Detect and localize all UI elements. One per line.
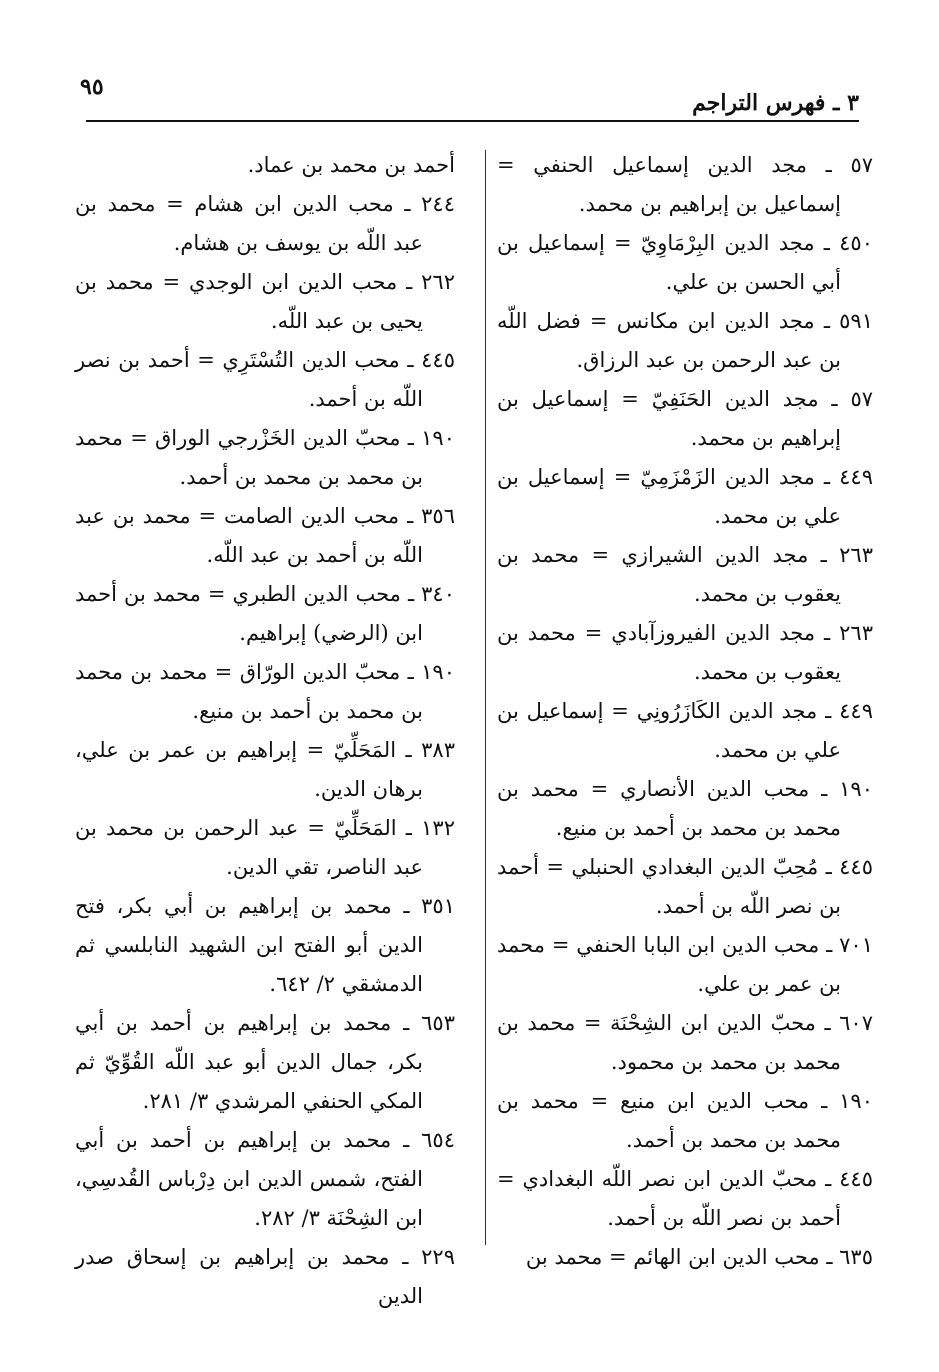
index-entry: ٢٢٩ ـ محمد بن إبراهيم بن إسحاق صدر الدين <box>75 1245 455 1308</box>
index-entry: ٦٣٥ ـ محب الدين ابن الهائم = محمد بن <box>525 1245 873 1269</box>
index-entry: ٤٤٥ ـ محب الدين التُسْتَرِي = أحمد بن نصر اللّه بن أحمد. <box>75 348 455 411</box>
index-entry: ١٩٠ ـ محبّ الدين الورّاق = محمد بن محمد بن محمد بن أحمد بن منيع. <box>75 660 455 723</box>
index-entry: ٤٤٥ ـ محبّ الدين ابن نصر اللّه البغدادي = أحمد بن نصر اللّه بن أحمد. <box>497 1167 873 1230</box>
index-entry: ١٣٢ ـ المَحَلِّيّ = عبد الرحمن بن محمد بن عبد الناصر، تقي الدين. <box>75 816 455 879</box>
index-entry: ٤٤٥ ـ مُحِبّ الدين البغدادي الحنبلي = أحمد بن نصر اللّه بن أحمد. <box>497 855 873 918</box>
index-entry: ٤٤٩ ـ مجد الدين الزَمْزَمِيّ = إسماعيل بن علي بن محمد. <box>497 465 873 528</box>
index-entry: ٣٤٠ ـ محب الدين الطبري = محمد بن أحمد ابن (الرضي) إبراهيم. <box>75 582 455 645</box>
index-entry: ١٩٠ ـ محب الدين ابن منيع = محمد بن محمد بن محمد بن أحمد. <box>497 1089 873 1152</box>
index-entry: ٢٦٢ ـ محب الدين ابن الوجدي = محمد بن يحيى بن عبد اللّه. <box>75 270 455 333</box>
index-entry: ٤٥٠ ـ مجد الدين البِرْمَاوِيّ = إسماعيل بن أبي الحسن بن علي. <box>497 231 873 294</box>
index-entry: ٥٩١ ـ مجد الدين ابن مكانس = فضل اللّه بن عبد الرحمن بن عبد الرزاق. <box>497 309 873 372</box>
index-entry: ٢٦٣ ـ مجد الدين الشيرازي = محمد بن يعقوب بن محمد. <box>497 543 873 606</box>
column-divider <box>485 150 486 1245</box>
index-entry: ١٩٠ ـ محب الدين الأنصاري = محمد بن محمد بن محمد بن أحمد بن منيع. <box>497 777 873 840</box>
index-entry: ٢٦٣ ـ مجد الدين الفيروزآبادي = محمد بن يعقوب بن محمد. <box>497 621 873 684</box>
index-entry: ٢٤٤ ـ محب الدين ابن هشام = محمد بن عبد اللّه بن يوسف بن هشام. <box>75 192 455 255</box>
index-entry: ٤٤٩ ـ مجد الدين الكَازَرُونِي = إسماعيل بن علي بن محمد. <box>497 699 873 762</box>
header-rule <box>86 120 859 122</box>
index-entry: ٦٥٤ ـ محمد بن إبراهيم بن أحمد بن أبي الفتح، شمس الدين ابن دِرْباس القُدسِي، ابن الشِحْنَة ٣/ ٢٨٢. <box>75 1128 455 1230</box>
right-column <box>497 146 873 1277</box>
index-entry: ٣٥٦ ـ محب الدين الصامت = محمد بن عبد اللّه بن أحمد بن عبد اللّه. <box>75 504 455 567</box>
index-entry: ٣٥١ ـ محمد بن إبراهيم بن أبي بكر، فتح الدين أبو الفتح ابن الشهيد النابلسي ثم الدمشقي ٢/ ٦٤٢. <box>75 894 455 996</box>
index-entry: ١٩٠ ـ محبّ الدين الخَزْرجي الوراق = محمد بن محمد بن محمد بن أحمد. <box>75 426 455 489</box>
index-entry: ٦٥٣ ـ محمد بن إبراهيم بن أحمد بن أبي بكر، جمال الدين أبو عبد اللّه القُوِّيّ ثم المكي الحنفي المرشدي ٣/ ٢٨١. <box>75 1011 455 1113</box>
running-header: ٣ ـ فهرس التراجم <box>692 90 859 116</box>
index-entry: ٣٨٣ ـ المَحَلِّيّ = إبراهيم بن عمر بن علي، برهان الدين. <box>75 738 455 801</box>
index-entry: ٥٧ ـ مجد الدين إسماعيل الحنفي = إسماعيل بن إبراهيم بن محمد. <box>497 153 873 216</box>
index-entry-continuation: أحمد بن محمد بن عماد. <box>247 153 455 177</box>
index-entry: ٦٠٧ ـ محبّ الدين ابن الشِحْنَة = محمد بن محمد بن محمد بن محمود. <box>497 1011 873 1074</box>
left-column <box>75 146 455 1316</box>
page-number: ٩٥ <box>80 74 104 100</box>
index-entry: ٥٧ ـ مجد الدين الحَنَفِيّ = إسماعيل بن إبراهيم بن محمد. <box>497 387 873 450</box>
index-entry: ٧٠١ ـ محب الدين ابن البابا الحنفي = محمد بن عمر بن علي. <box>497 933 873 996</box>
